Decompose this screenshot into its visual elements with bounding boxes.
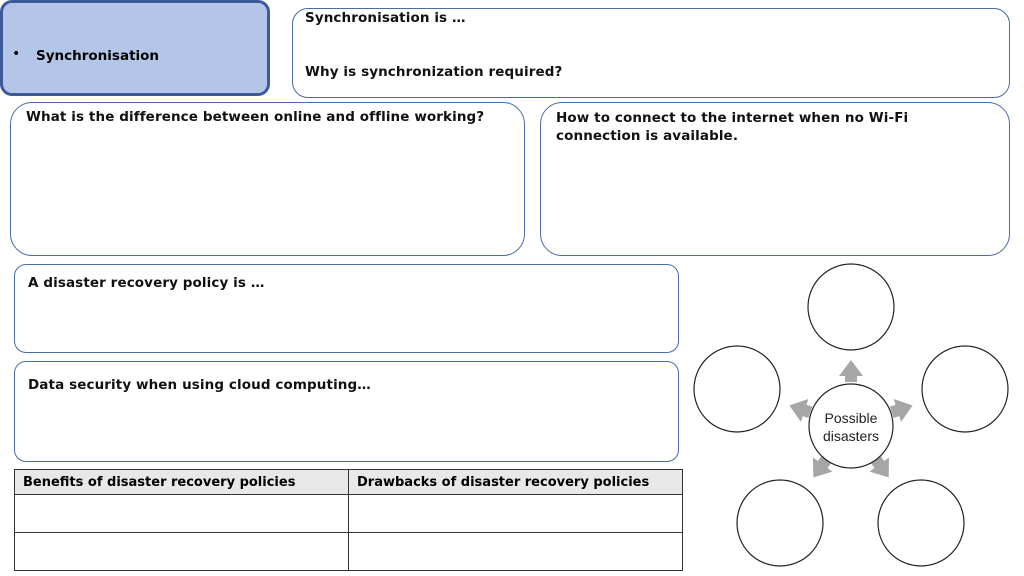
drawback-cell[interactable]: [349, 533, 683, 571]
cloud-security-prompt: Data security when using cloud computing…: [28, 377, 371, 393]
disaster-circle-bottom-right[interactable]: [878, 480, 964, 566]
possible-disasters-diagram: [684, 258, 1014, 574]
sync-required-prompt: Why is synchronization required?: [305, 64, 563, 80]
no-wifi-box[interactable]: [540, 102, 1010, 256]
cloud-security-box[interactable]: [14, 361, 679, 462]
disaster-circle-bottom-left[interactable]: [737, 480, 823, 566]
disaster-circle-top[interactable]: [808, 264, 894, 350]
center-label-line1: Possible: [824, 410, 878, 426]
key-terms-box: [0, 0, 270, 96]
synchronisation-prompt: Synchronisation is …: [305, 10, 466, 26]
table-header-row: [15, 470, 683, 495]
benefits-drawbacks-table: [14, 469, 683, 571]
benefit-cell[interactable]: [15, 495, 349, 533]
key-term-item: Synchronisation: [36, 48, 160, 64]
disaster-circle-left[interactable]: [694, 346, 780, 432]
drawback-cell[interactable]: [349, 495, 683, 533]
drawbacks-header: Drawbacks of disaster recovery policies: [349, 470, 683, 495]
online-offline-box[interactable]: [10, 102, 525, 256]
disaster-circle-right[interactable]: [922, 346, 1008, 432]
bullet-icon: •: [12, 46, 21, 62]
table-row: [15, 533, 683, 571]
disaster-policy-box[interactable]: [14, 264, 679, 353]
center-circle: [809, 384, 893, 468]
center-label-line2: disasters: [822, 428, 880, 444]
no-wifi-prompt: How to connect to the internet when no Wi-Fi connection is available.: [556, 110, 909, 144]
disaster-policy-prompt: A disaster recovery policy is …: [28, 275, 265, 291]
arrow-up-icon: [839, 360, 863, 382]
benefits-header: Benefits of disaster recovery policies: [15, 470, 349, 495]
table-row: [15, 495, 683, 533]
online-offline-prompt: What is the difference between online and offline working?: [26, 109, 485, 125]
synchronisation-box[interactable]: [292, 8, 1010, 98]
benefit-cell[interactable]: [15, 533, 349, 571]
